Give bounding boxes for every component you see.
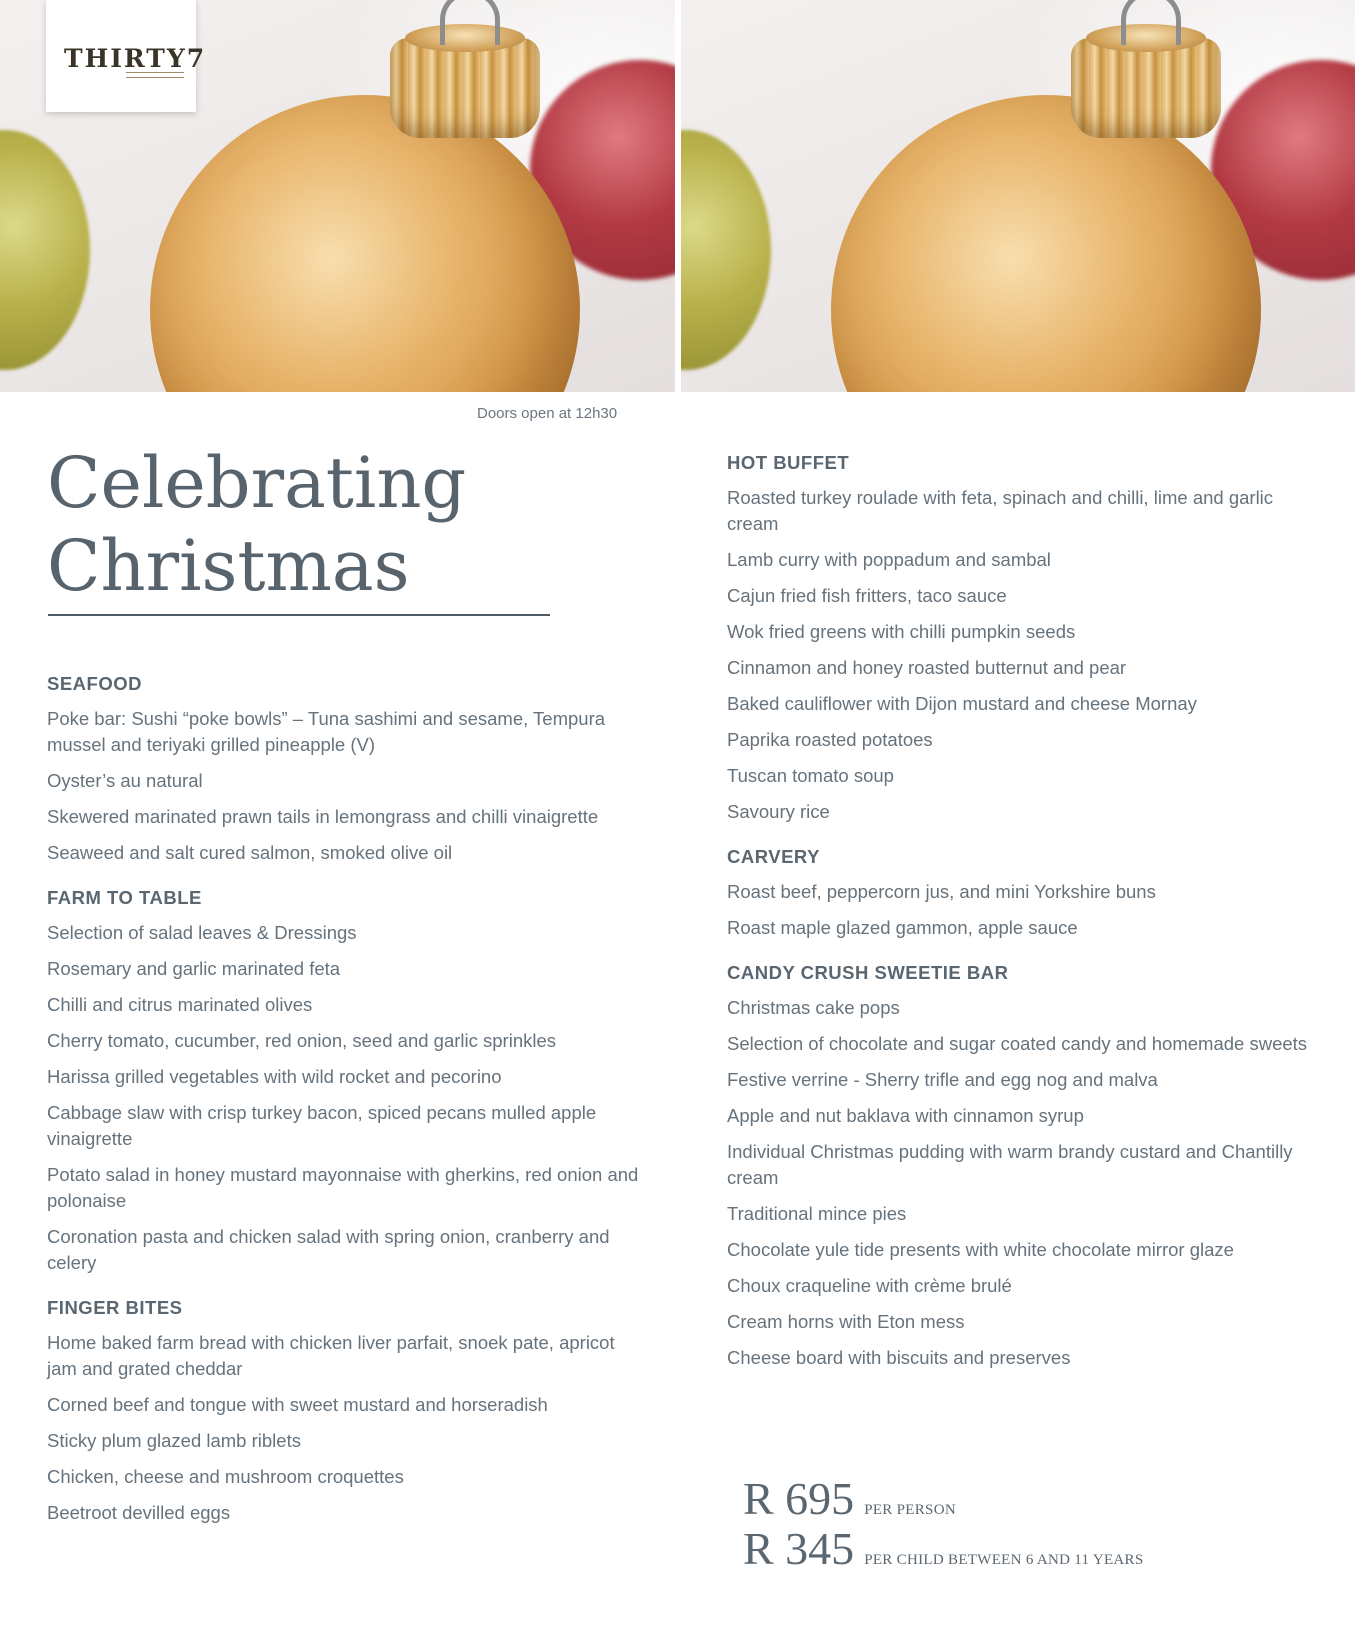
- logo-text: THIRTY7: [64, 44, 207, 73]
- menu-item: Potato salad in honey mustard mayonnaise with gherkins, red onion and polonaise: [47, 1164, 639, 1211]
- page-title: [47, 442, 466, 608]
- menu-item: Oyster’s au natural: [47, 770, 203, 791]
- menu-section: [727, 961, 1317, 1371]
- menu-item: Chilli and citrus marinated olives: [47, 994, 313, 1015]
- menu-item: Traditional mince pies: [727, 1203, 907, 1224]
- price-row-adult: [743, 1472, 1144, 1522]
- logo[interactable]: [46, 0, 207, 112]
- menu-item: Apple and nut baklava with cinnamon syrup: [727, 1105, 1084, 1126]
- section-heading: FINGER BITES: [47, 1297, 183, 1318]
- menu-item: Baked cauliflower with Dijon mustard and cheese Mornay: [727, 693, 1197, 714]
- menu-section: [727, 451, 1317, 825]
- gold-bauble: [150, 95, 580, 392]
- menu-item: Selection of chocolate and sugar coated candy and homemade sweets: [727, 1033, 1308, 1054]
- green-bauble: [0, 130, 90, 370]
- green-bauble: [681, 130, 771, 370]
- doors-open-note: Doors open at 12h30: [477, 405, 618, 422]
- gold-bauble: [831, 95, 1261, 392]
- price-amount: R 345: [743, 1523, 855, 1574]
- price-row-child: [743, 1522, 1144, 1572]
- menu-item: Sticky plum glazed lamb riblets: [47, 1430, 301, 1451]
- menu-section: [47, 1296, 647, 1526]
- section-heading: HOT BUFFET: [727, 452, 850, 473]
- bauble-hook: [440, 0, 500, 45]
- section-heading: SEAFOOD: [47, 673, 142, 694]
- menu-item: Cajun fried fish fritters, taco sauce: [727, 585, 1007, 606]
- price-amount: R 695: [743, 1473, 855, 1524]
- menu-item: Festive verrine - Sherry trifle and egg nog and malva: [727, 1069, 1158, 1090]
- price-note: PER CHILD BETWEEN 6 AND 11 YEARS: [864, 1552, 1144, 1568]
- title-line-2: Christmas: [47, 525, 410, 607]
- menu-section: [727, 845, 1317, 941]
- menu-item: Selection of salad leaves & Dressings: [47, 922, 357, 943]
- menu-item: Roasted turkey roulade with feta, spinach and chilli, lime and garlic cream: [727, 487, 1274, 534]
- menu-item: Beetroot devilled eggs: [47, 1502, 231, 1523]
- menu-item: Rosemary and garlic marinated feta: [47, 958, 341, 979]
- menu-column-right: [727, 451, 1317, 1391]
- menu-item: Chocolate yule tide presents with white chocolate mirror glaze: [727, 1239, 1234, 1260]
- menu-item: Cinnamon and honey roasted butternut and pear: [727, 657, 1127, 678]
- title-line-1: Celebrating: [47, 442, 467, 524]
- menu-item: Cream horns with Eton mess: [727, 1311, 965, 1332]
- menu-item: Cabbage slaw with crisp turkey bacon, spiced pecans mulled apple vinaigrette: [47, 1102, 597, 1149]
- menu-item: Individual Christmas pudding with warm brandy custard and Chantilly cream: [727, 1141, 1293, 1188]
- bauble-hook: [1121, 0, 1181, 45]
- menu-item: Roast beef, peppercorn jus, and mini Yorkshire buns: [727, 881, 1156, 902]
- menu-column-left: [47, 672, 647, 1546]
- menu-item: Harissa grilled vegetables with wild rocket and pecorino: [47, 1066, 502, 1087]
- menu-item: Seaweed and salt cured salmon, smoked olive oil: [47, 842, 453, 863]
- menu-item: Skewered marinated prawn tails in lemongrass and chilli vinaigrette: [47, 806, 599, 827]
- hero-image-right: [681, 0, 1355, 392]
- menu-item: Savoury rice: [727, 801, 830, 822]
- menu-item: Corned beef and tongue with sweet mustard and horseradish: [47, 1394, 548, 1415]
- menu-item: Coronation pasta and chicken salad with spring onion, cranberry and celery: [47, 1226, 610, 1273]
- menu-item: Christmas cake pops: [727, 997, 900, 1018]
- section-heading: CANDY CRUSH SWEETIE BAR: [727, 962, 1009, 983]
- menu-item: Cheese board with biscuits and preserves: [727, 1347, 1071, 1368]
- logo-underline: [126, 72, 184, 78]
- menu-section: [47, 886, 647, 1276]
- section-heading: CARVERY: [727, 846, 820, 867]
- section-heading: FARM TO TABLE: [47, 887, 202, 908]
- menu-item: Choux craqueline with crème brulé: [727, 1275, 1012, 1296]
- menu-item: Cherry tomato, cucumber, red onion, seed and garlic sprinkles: [47, 1030, 557, 1051]
- hero-image-left: [0, 0, 675, 392]
- price-note: PER PERSON: [864, 1502, 956, 1518]
- menu-item: Roast maple glazed gammon, apple sauce: [727, 917, 1078, 938]
- bauble-cap: [390, 38, 540, 138]
- menu-section: [47, 672, 647, 866]
- title-divider: [48, 614, 550, 616]
- price-block: [743, 1472, 1144, 1572]
- bauble-cap: [1071, 38, 1221, 138]
- menu-item: Lamb curry with poppadum and sambal: [727, 549, 1051, 570]
- menu-item: Chicken, cheese and mushroom croquettes: [47, 1466, 404, 1487]
- menu-item: Home baked farm bread with chicken liver parfait, snoek pate, apricot jam and grated cheddar: [47, 1332, 615, 1379]
- menu-item: Tuscan tomato soup: [727, 765, 894, 786]
- menu-item: Wok fried greens with chilli pumpkin seeds: [727, 621, 1076, 642]
- menu-item: Paprika roasted potatoes: [727, 729, 933, 750]
- menu-item: Poke bar: Sushi “poke bowls” – Tuna sashimi and sesame, Tempura mussel and teriyaki grilled pineapple (V): [47, 708, 606, 755]
